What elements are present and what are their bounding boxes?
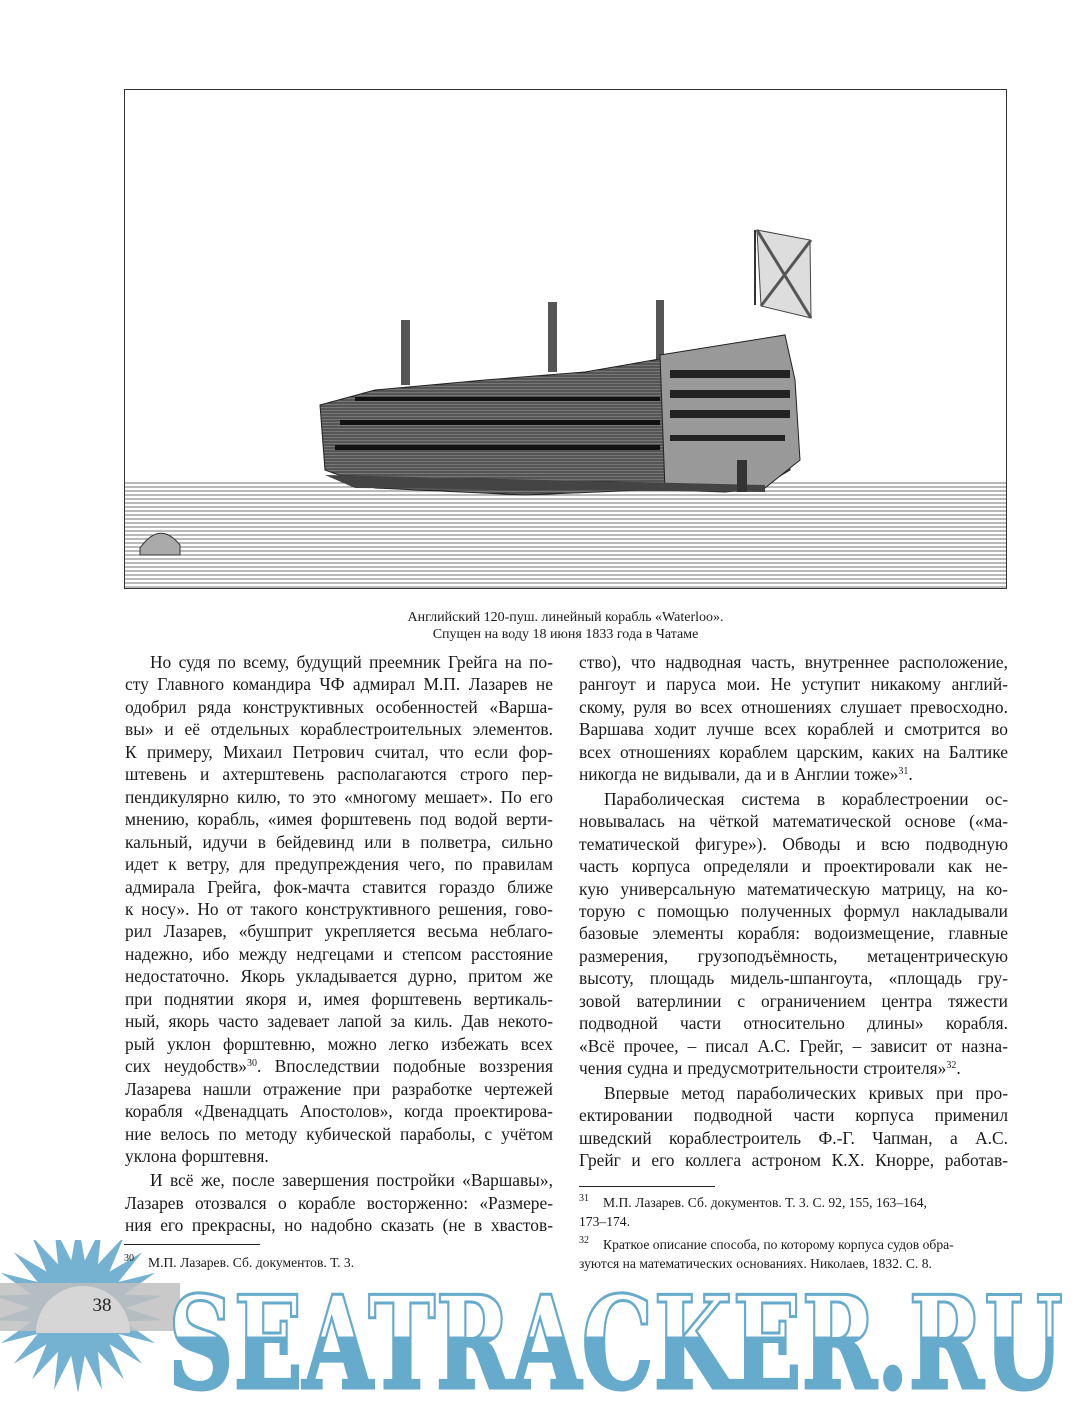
- text-line: К примеру, Михаил Петрович считал, что если фор-: [125, 741, 553, 762]
- text-line: надежно, ибо между недгецами и степсом расстояние: [125, 943, 553, 964]
- text-line: мнению, корабль, «имея форштевень под водой верти-: [125, 809, 553, 830]
- text-line: Впервые метод параболических кривых при про-: [604, 1082, 1008, 1103]
- paragraph: [579, 651, 1008, 786]
- text-line: идет к ветру, для предупреждения чего, по правилам: [125, 854, 553, 875]
- text-line: Но судя по всему, будущий преемник Грейга на по-: [150, 652, 553, 672]
- text-line: шведский кораблестроитель Ф.-Г. Чапман, а А.С.: [579, 1127, 1008, 1148]
- page-number: 38: [92, 1295, 112, 1316]
- text-line: часть корпуса определяли и проектировали как не-: [579, 856, 1008, 877]
- text-line: одобрил ряда конструктивных особенностей «Варша-: [125, 696, 553, 717]
- text-line: Параболическая система в кораблестроении ос-: [604, 788, 1008, 809]
- text-line: вы» и её отдельных кораблестроительных элементов.: [125, 719, 553, 740]
- footnote-30-text: М.П. Лазарев. Сб. документов. Т. 3.: [148, 1255, 355, 1270]
- text-line: подводной части относительно длины» корабля.: [579, 1013, 1008, 1034]
- text-line: рил Лазарев, «бушприт укрепляется весьма неблаго-: [125, 921, 553, 942]
- ship-illustration: [124, 89, 1007, 589]
- text-line: корабля «Двенадцать Апостолов», когда проектирова-: [125, 1101, 553, 1122]
- paragraph: [125, 1169, 553, 1236]
- text-line: сих неудобств»$^{30}$. Впоследствии подобные воззрения: [125, 1056, 553, 1077]
- paragraph: [579, 1082, 1008, 1172]
- text-line: Грейг и его коллега астроном К.Х. Кнорре, работав-: [579, 1149, 1008, 1170]
- footnote-divider-right: [579, 1186, 715, 1187]
- text-line: никогда не видывали, да и в Англии тоже»$^{31}$.: [579, 764, 913, 785]
- text-line: уклона форштевня.: [125, 1145, 269, 1166]
- right-text-column: [579, 651, 1008, 1171]
- sea: [125, 482, 1007, 589]
- text-line: кую универсальную математическую матрицу, на ко-: [579, 878, 1008, 899]
- footnote-31: [579, 1193, 1009, 1231]
- footnote-32-text-cont: зуются на математических основаниях. Николаев, 1832. С. 8.: [579, 1256, 932, 1271]
- text-line: новывалась на чёткой математической основе («ма-: [579, 811, 1008, 832]
- footnote-32-number: 32: [579, 1235, 589, 1246]
- caption-line-2: Спущен на воду 18 июня 1833 года в Чатаме: [432, 627, 699, 642]
- text-line: И всё же, после завершения постройки «Варшавы»,: [150, 1170, 553, 1191]
- ship: [320, 230, 811, 495]
- text-line: ектировании подводной части корпуса применил: [579, 1105, 1008, 1126]
- text-line: базовые элементы корабля: водоизмещение, главные: [579, 923, 1008, 944]
- text-line: адмирала Грейга, фок-мачта ставится гораздо ближе: [125, 876, 553, 897]
- caption-line-1: Английский 120-пуш. линейный корабль «Waterloo».: [407, 610, 724, 625]
- text-line: скому, руля во всех отношениях слушает превосходно.: [579, 696, 1008, 717]
- footnote-31-number: 31: [579, 1193, 589, 1204]
- left-text-column: [125, 651, 553, 1237]
- footnote-31-text-cont: 173–174.: [579, 1214, 630, 1229]
- text-line: тематической фигуре»). Обводы и всю подводную: [579, 833, 1008, 854]
- text-line: сту Главного командира ЧФ адмирал М.П. Лазарев не: [125, 674, 553, 695]
- text-line: Лазарева нашли отражение при разработке чертежей: [125, 1078, 553, 1099]
- text-line: ния его прекрасны, но надобно сказать (не в хвастов-: [125, 1215, 553, 1236]
- text-line: «Всё прочее, – писал А.С. Грейг, – зависит от назна-: [579, 1035, 1008, 1056]
- watermark-text: SEATRACKER.RU: [168, 1269, 1063, 1400]
- footnote-reference[interactable]: 31: [898, 766, 909, 778]
- text-line: торую с помощью полученных формул накладывали: [579, 900, 1008, 921]
- paragraph: [579, 788, 1008, 1080]
- footnote-30: [124, 1253, 554, 1272]
- text-line: рангоут и паруса мои. Не уступит никакому англий-: [579, 674, 1008, 695]
- text-line: к носу». Но от такого конструктивного решения, гово-: [125, 898, 553, 919]
- ship-engraving: [125, 90, 1007, 589]
- text-line: ный, якорь часто задевает лапой за киль. Дав некото-: [125, 1011, 553, 1032]
- text-line: высоту, площадь мидель-шпангоута, «площадь гру-: [579, 968, 1008, 989]
- text-line: Варшава ходит лучше всех кораблей и смотрится во: [579, 719, 1008, 740]
- text-line: при поднятии якоря и, имея форштевень вертикаль-: [125, 988, 553, 1009]
- text-line: пендикулярно килю, то это «многому мешает». По его: [125, 786, 553, 807]
- text-line: ство), что надводная часть, внутреннее расположение,: [579, 652, 1008, 672]
- text-line: Лазарев отозвался о корабле восторженно: «Размере-: [125, 1192, 553, 1213]
- text-line: штевень и ахтерштевень располагаются строго пер-: [125, 764, 553, 785]
- text-line: зовой ватерлинии с ограничением центра тяжести: [579, 990, 1008, 1011]
- footnote-30-number: 30: [124, 1253, 134, 1264]
- text-line: всех отношениях кораблем царским, каких на Балтике: [579, 741, 1008, 762]
- text-line: ние велось по методу кубической параболы, с учётом: [125, 1123, 553, 1144]
- text-line: чения судна и предусмотрительности строителя»$^{32}$.: [579, 1058, 961, 1079]
- footnote-31-text: М.П. Лазарев. Сб. документов. Т. 3. С. 92, 155, 163–164,: [603, 1195, 927, 1210]
- footnote-reference[interactable]: 30: [246, 1058, 257, 1070]
- paragraph: [125, 651, 553, 1167]
- text-line: кальный, идучи в бейдевинд или в полветра, сильно: [125, 831, 553, 852]
- text-line: размерения, грузоподъёмность, метацентрическую: [579, 945, 1008, 966]
- footnote-reference[interactable]: 32: [946, 1060, 957, 1072]
- figure-caption: [124, 609, 1007, 643]
- footnote-32-text: Краткое описание способа, по которому корпуса судов обра-: [603, 1237, 954, 1252]
- text-line: недостаточно. Якорь укладывается дурно, притом же: [125, 966, 553, 987]
- text-line: рый уклон форштевню, можно легко избежать всех: [125, 1033, 553, 1054]
